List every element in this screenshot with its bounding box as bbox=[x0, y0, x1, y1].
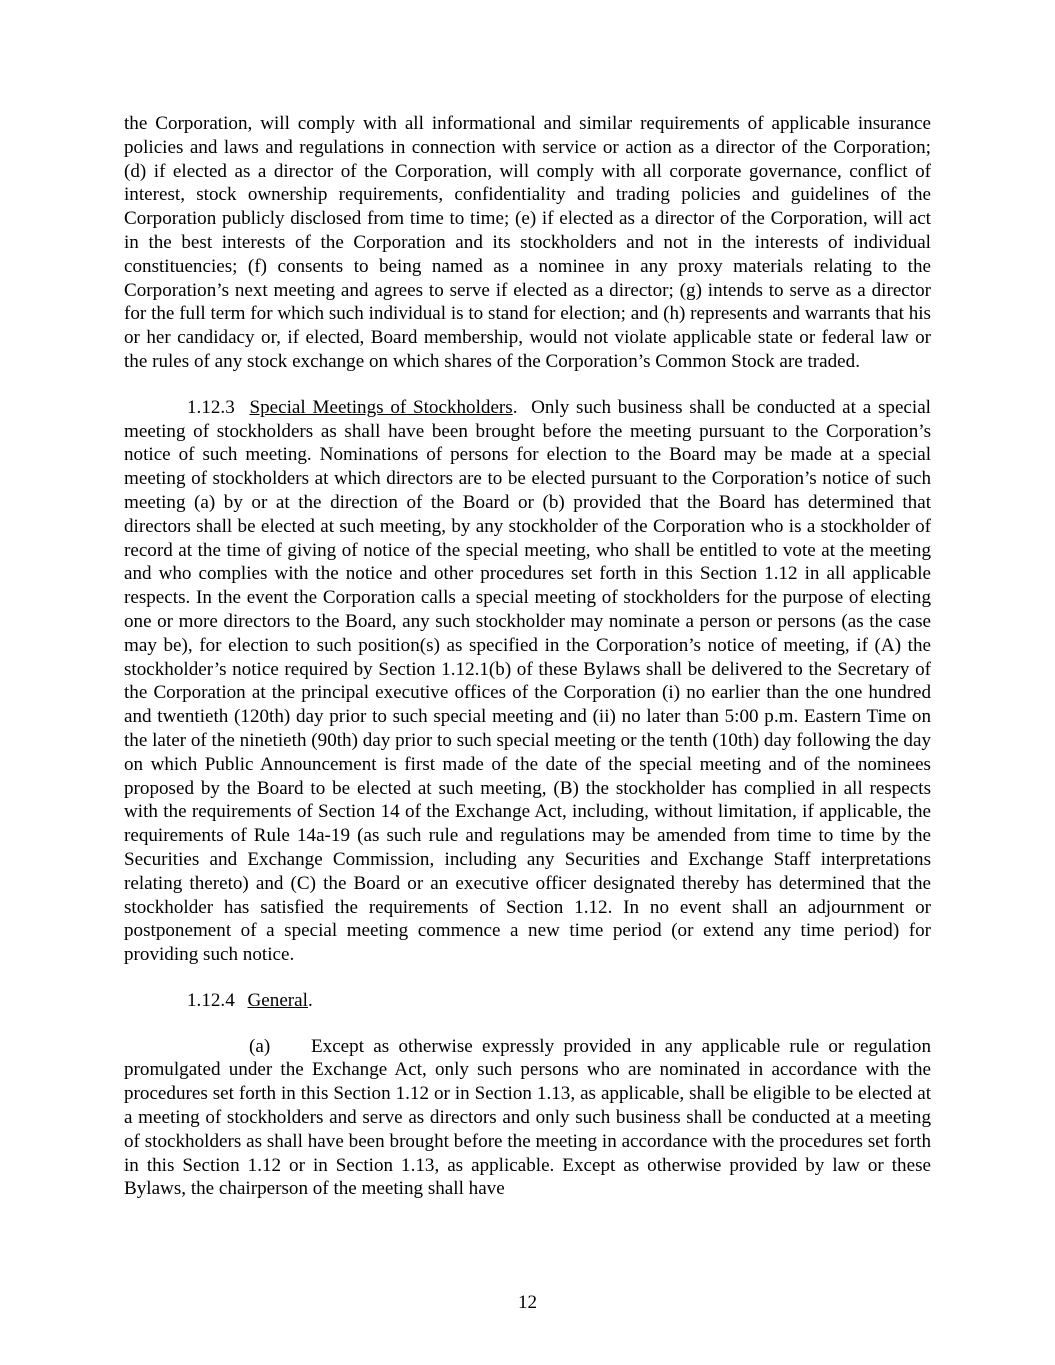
section-title-punct: . bbox=[512, 396, 518, 418]
section-1-12-3 bbox=[124, 396, 931, 967]
page-number: 12 bbox=[517, 1292, 538, 1313]
document-page bbox=[124, 112, 931, 1223]
paragraph-carryover: the Corporation, will comply with all informational and similar requirements of applicable insurance policies and laws and regulations in connection with service or action as a director of the Corporation; (d) if elected as a director of the Corporation, will comply with all corporate governance, conflict of interest, stock ownership requirements, confidentiality and trading policies and guidelines of the Corporation publicly disclosed from time to time; (e) if elected as a director of the Corporation, will act in the best interests of the Corporation and its stockholders and not in the interests of individual constituencies; (f) consents to being named as a nominee in any proxy materials relating to the Corporation’s next meeting and agrees to serve if elected as a director; (g) intends to serve as a director for the full term for which such individual is to stand for election; and (h) represents and warrants that his or her candidacy or, if elected, Board membership, would not violate applicable state or federal law or the rules of any stock exchange on which shares of the Corporation’s Common Stock are traded. bbox=[124, 113, 931, 372]
section-number: 1.12.3 bbox=[187, 396, 235, 418]
section-title: Special Meetings of Stockholders bbox=[249, 396, 513, 418]
section-number: 1.12.4 bbox=[187, 989, 235, 1011]
subsection-a bbox=[124, 1035, 931, 1202]
section-title-punct: . bbox=[307, 989, 313, 1011]
section-body: Only such business shall be conducted at a special meeting of stockholders as shall have been brought before the meeting pursuant to the Corporation’s notice of such meeting. Nominations of persons for election to the Board may be made at a special meeting of stockholders at which directors are to be elected pursuant to the Corporation’s notice of such meeting (a) by or at the direction of the Board or (b) provided that the Board has determined that directors shall be elected at such meeting, by any stockholder of the Corporation who is a stockholder of record at the time of giving of notice of the special meeting, who shall be entitled to vote at the meeting and who complies with the notice and other procedures set forth in this Section 1.12 in all applicable respects. In the event the Corporation calls a special meeting of stockholders for the purpose of electing one or more directors to the Board, any such stockholder may nominate a person or persons (as the case may be), for election to such position(s) as specified in the Corporation’s notice of meeting, if (A) the stockholder’s notice required by Section 1.12.1(b) of these Bylaws shall be delivered to the Secretary of the Corporation at the principal executive offices of the Corporation (i) no earlier than the one hundred and twentieth (120th) day prior to such special meeting and (ii) no later than 5:00 p.m. Eastern Time on the later of the ninetieth (90th) day prior to such special meeting or the tenth (10th) day following the day on which Public Announcement is first made of the date of the special meeting and of the nominees proposed by the Board to be elected at such meeting, (B) the stockholder has complied in all respects with the requirements of Section 14 of the Exchange Act, including, without limitation, if applicable, the requirements of Rule 14a-19 (as such rule and regulations may be amended from time to time by the Securities and Exchange Commission, including any Securities and Exchange Staff interpretations relating thereto) and (C) the Board or an executive officer designated thereby has determined that the stockholder has satisfied the requirements of Section 1.12. In no event shall an adjournment or postponement of a special meeting commence a new time period (or extend any time period) for providing such notice. bbox=[124, 396, 931, 966]
section-title: General bbox=[247, 989, 308, 1011]
subsection-label: (a) bbox=[249, 1035, 271, 1057]
subsection-body: Except as otherwise expressly provided in any applicable rule or regulation promulgated under the Exchange Act, only such persons who are nominated in accordance with the procedures set forth in this Section 1.12 or in Section 1.13, as applicable, shall be eligible to be elected at a meeting of stockholders and serve as directors and only such business shall be conducted at a meeting of stockholders as shall have been brought before the meeting in accordance with the procedures set forth in this Section 1.12 or in Section 1.13, as applicable. Except as otherwise provided by law or these Bylaws, the chairperson of the meeting shall have bbox=[124, 1035, 931, 1200]
section-1-12-4 bbox=[124, 989, 931, 1013]
